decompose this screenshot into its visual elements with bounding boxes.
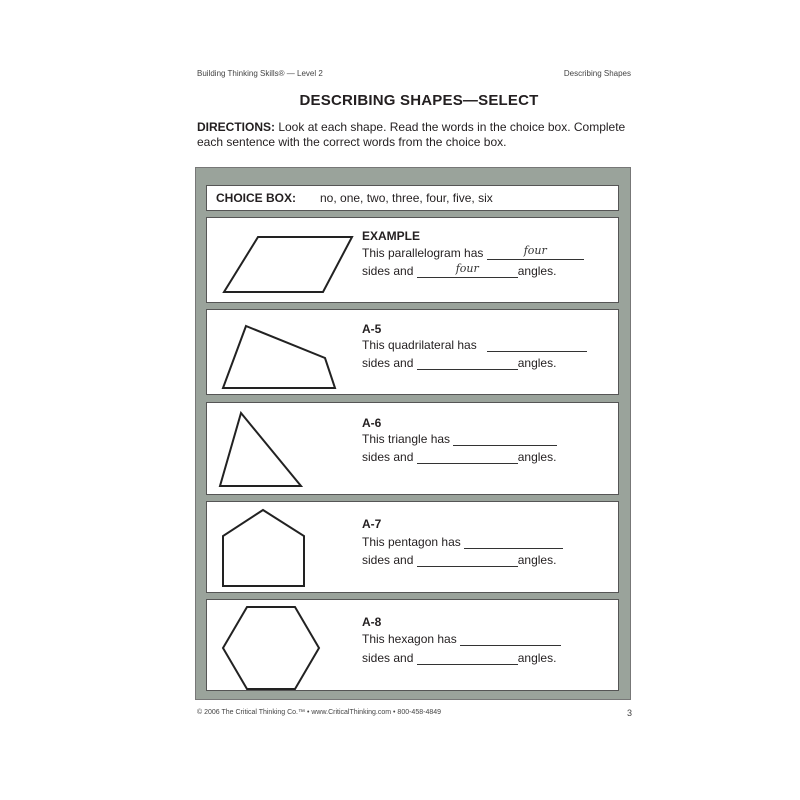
header-section-title: Describing Shapes [563,69,631,78]
item-sentence-cont: sides and [362,356,414,370]
answer-sides: four [523,244,547,257]
item-sentence-end: angles. [517,264,557,278]
choice-box-words: no, one, two, three, four, five, six [320,191,493,205]
item-sentence-cont: sides and [362,264,414,278]
hexagon-shape [207,600,367,692]
answer-angles: four [455,262,479,275]
item-sentence-end: angles. [517,356,557,370]
item-title: A-8 [362,615,382,629]
directions [197,120,637,150]
item-example [206,217,619,303]
item-a8 [206,599,619,691]
item-a7 [206,501,619,593]
item-sentence: This parallelogram has [362,246,484,260]
item-title: EXAMPLE [362,229,421,243]
item-sentence-cont: sides and [362,651,414,665]
item-sentence: This triangle has [362,432,451,446]
choice-box-label: CHOICE BOX: [216,191,297,205]
item-sentence-end: angles. [517,553,557,567]
item-sentence-end: angles. [517,450,557,464]
answer-blank-sides[interactable] [487,244,584,260]
triangle-shape [207,403,367,496]
footer-copyright: © 2006 The Critical Thinking Co.™ • www.CriticalThinking.com • 800-458-4849 [197,709,442,716]
item-sentence: This pentagon has [362,535,461,549]
item-title: A-6 [362,416,382,430]
answer-blank-sides[interactable] [453,433,557,446]
answer-blank-angles[interactable] [417,262,518,278]
answer-blank-sides[interactable] [460,633,561,646]
pentagon-shape [207,502,367,594]
item-a6 [206,402,619,495]
item-title: A-7 [362,517,382,531]
item-sentence-end: angles. [517,651,557,665]
answer-blank-angles[interactable] [417,554,518,567]
directions-label: DIRECTIONS: [197,120,275,134]
item-sentence: This hexagon has [362,632,457,646]
item-sentence-cont: sides and [362,450,414,464]
page-number: 3 [627,708,633,718]
answer-blank-sides[interactable] [487,339,587,352]
header-series-title: Building Thinking Skills® — Level 2 [197,69,323,78]
item-a5 [206,309,619,395]
answer-blank-angles[interactable] [417,652,518,665]
answer-blank-sides[interactable] [464,536,563,549]
item-sentence: This quadrilateral has [362,338,477,352]
choice-box [206,185,619,211]
answer-blank-angles[interactable] [417,451,518,464]
item-sentence-cont: sides and [362,553,414,567]
item-title: A-5 [362,322,382,336]
quadrilateral-shape [207,310,367,396]
parallelogram-shape [207,218,367,304]
answer-blank-angles[interactable] [417,357,518,370]
page-title: DESCRIBING SHAPES—SELECT [299,92,539,109]
directions-text: Look at each shape. Read the words in the choice box. Complete each sentence with the correct words from the choice box. [197,120,626,149]
